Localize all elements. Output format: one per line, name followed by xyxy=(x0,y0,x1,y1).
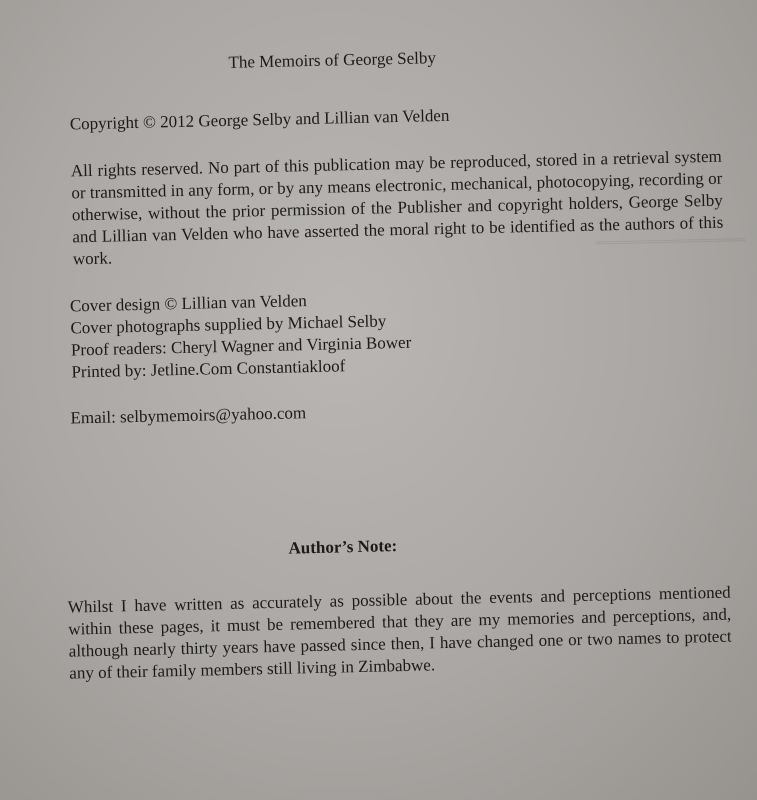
email-line: Email: selbymemoirs@yahoo.com xyxy=(70,403,307,428)
credits-list xyxy=(70,288,412,384)
credit-cover-design: Cover design © Lillian van Velden xyxy=(69,291,307,316)
credit-cover-photographs: Cover photographs supplied by Michael Selby xyxy=(70,311,387,338)
copyright-line: Copyright © 2012 George Selby and Lillian van Velden xyxy=(69,105,450,134)
credit-printer: Printed by: Jetline.Com Constantiakloof xyxy=(71,356,346,382)
authors-note-heading: Author’s Note: xyxy=(288,536,398,558)
credit-proof-readers: Proof readers: Cheryl Wagner and Virginia Bower xyxy=(70,332,412,360)
authors-note-paragraph: Whilst I have written as accurately as possible about the events and perceptions mentioned within these pages, it must be remembered that they are my memories and perceptions, and, although nearly thirty years have passed since then, I have changed one or two names to protect any of their family members still living in Zimbabwe. xyxy=(67,582,732,683)
rights-paragraph: All rights reserved. No part of this publication may be reproduced, stored in a retrieval system or transmitted in any form, or by any means electronic, mechanical, photocopying, recording or otherwise, without the prior permission of the Publisher and copyright holders, George Selby and Lillian van Velden who have asserted the moral right to be identified as the authors of this work. xyxy=(70,146,724,269)
book-title: The Memoirs of George Selby xyxy=(228,48,437,72)
